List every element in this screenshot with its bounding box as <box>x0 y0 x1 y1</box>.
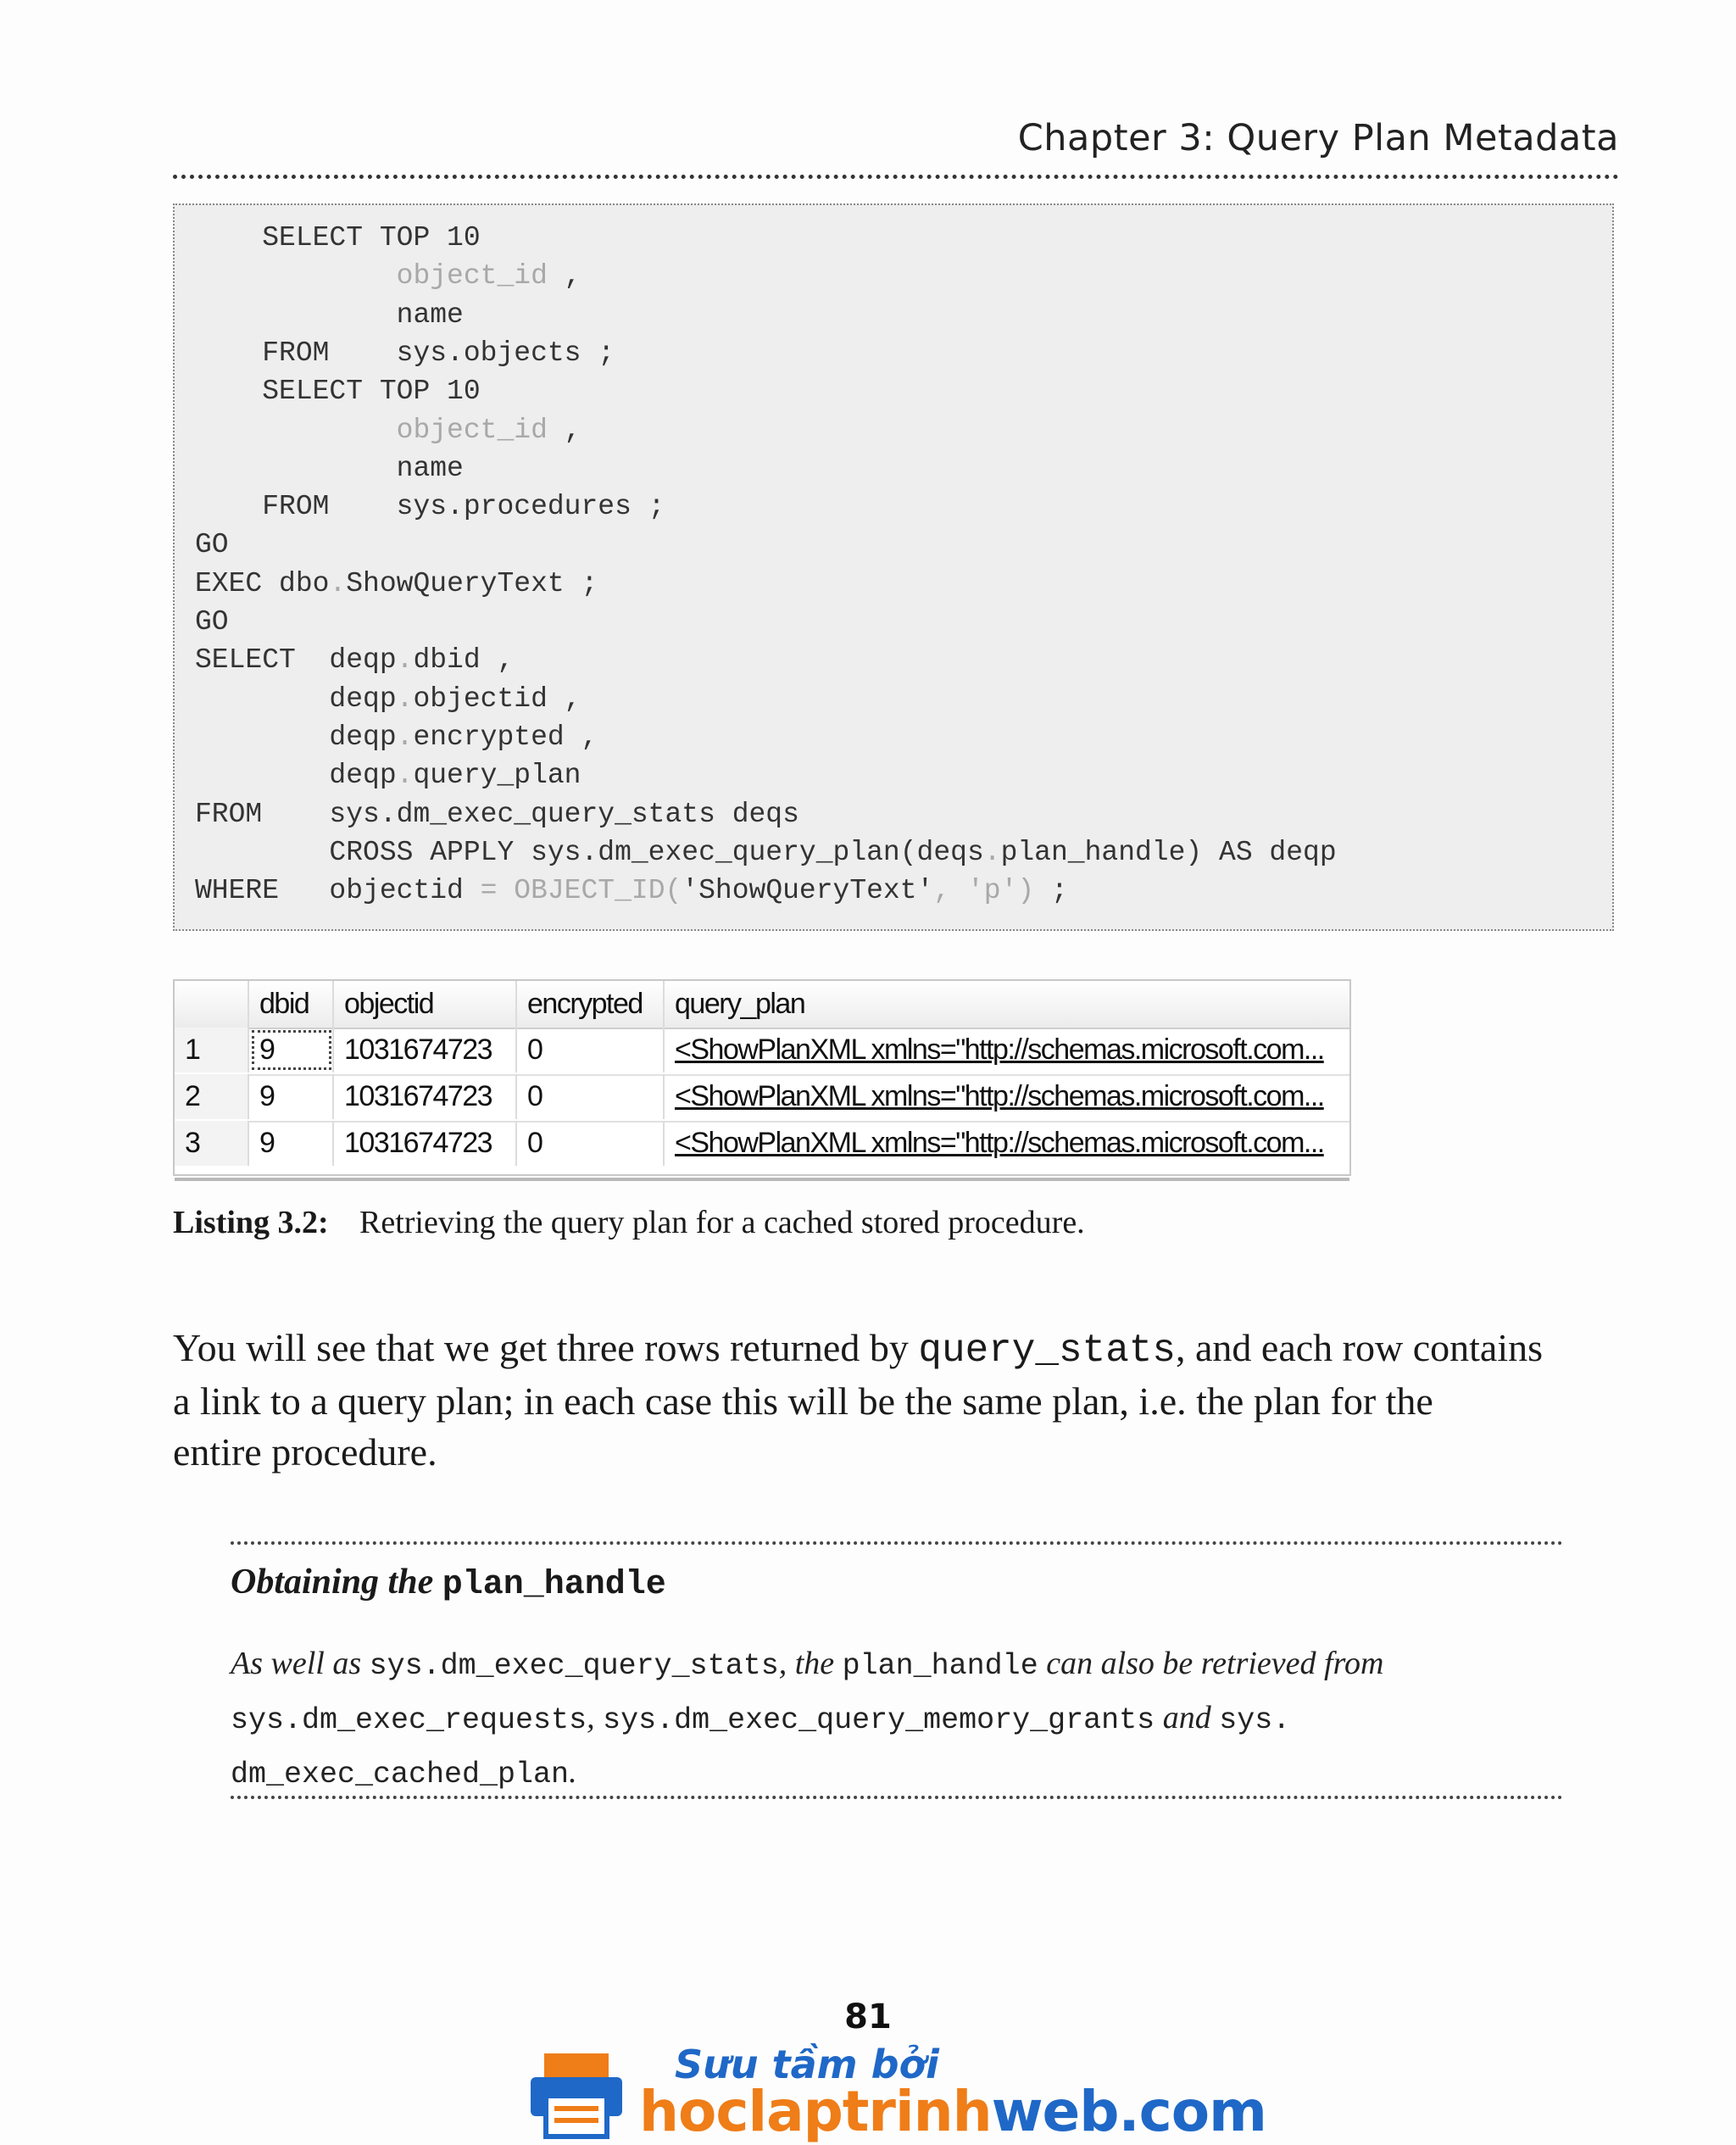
inline-code: sys.dm_exec_requests <box>231 1703 587 1737</box>
code-token: FROM sys.dm_exec_query_stats deqs <box>195 798 799 830</box>
row-number[interactable]: 3 <box>175 1121 249 1166</box>
code-token: name <box>195 298 464 331</box>
paragraph-line <box>173 1323 1580 1376</box>
code-line <box>195 833 1337 872</box>
watermark-site-part: web.com <box>991 2079 1266 2144</box>
encrypted-cell[interactable]: 0 <box>517 1028 665 1072</box>
code-line <box>195 257 581 295</box>
code-line <box>195 488 665 526</box>
note-line <box>231 1692 1553 1747</box>
code-line <box>195 756 581 794</box>
objectid-cell[interactable]: 1031674723 <box>334 1121 517 1166</box>
inline-code: sys. <box>1219 1703 1291 1737</box>
code-token: = OBJECT_ID( <box>480 875 682 907</box>
objectid-cell[interactable]: 1031674723 <box>334 1028 517 1072</box>
table-row <box>175 1028 1349 1076</box>
query-plan-link[interactable]: <ShowPlanXML xmlns="http://schemas.microsoft.com... <box>675 1127 1324 1159</box>
note-body <box>231 1638 1553 1801</box>
row-number[interactable]: 2 <box>175 1074 249 1119</box>
code-line <box>195 680 581 718</box>
code-token: deqp <box>195 721 397 753</box>
note-text: . <box>569 1754 577 1790</box>
objectid-cell[interactable]: 1031674723 <box>334 1074 517 1119</box>
note-rule-top <box>231 1541 1563 1545</box>
paragraph-text: , and each row contains <box>1176 1326 1544 1369</box>
code-token: ; <box>1034 875 1068 907</box>
code-line <box>195 795 799 833</box>
code-line <box>195 296 464 334</box>
code-token: object_id <box>195 414 548 446</box>
inline-code: query_stats <box>918 1329 1177 1373</box>
code-line <box>195 603 229 641</box>
results-grid <box>173 979 1351 1176</box>
code-token: ShowQueryText ; <box>346 567 598 599</box>
code-token: 'ShowQueryText' <box>682 875 934 907</box>
code-line <box>195 449 464 488</box>
dbid-cell[interactable]: 9 <box>249 1028 334 1072</box>
note-title-code: plan_handle <box>442 1566 666 1604</box>
code-line <box>195 334 615 372</box>
code-token: name <box>195 452 464 484</box>
code-token: . <box>396 721 414 753</box>
note-text: As well as <box>231 1646 370 1681</box>
paragraph-line: a link to a query plan; in each case this will be the same plan, i.e. the plan for the <box>173 1379 1433 1423</box>
query-plan-link[interactable]: <ShowPlanXML xmlns="http://schemas.microsoft.com... <box>675 1034 1324 1066</box>
row-number[interactable]: 1 <box>175 1028 249 1072</box>
code-line <box>195 372 481 410</box>
code-token: deqp <box>195 682 397 715</box>
paragraph-text: You will see that we get three rows returned by <box>173 1326 919 1369</box>
note-text: can also be retrieved from <box>1038 1646 1384 1681</box>
code-token: FROM sys.objects ; <box>195 337 615 369</box>
code-token: deqp <box>195 760 397 792</box>
code-token: . <box>396 644 414 677</box>
encrypted-cell[interactable]: 0 <box>517 1121 665 1166</box>
code-token: SELECT TOP 10 <box>195 222 481 254</box>
code-line <box>195 872 1068 910</box>
note-text: and <box>1155 1700 1220 1736</box>
table-row <box>175 1121 1349 1167</box>
note-text: , <box>587 1700 604 1736</box>
running-head: Chapter 3: Query Plan Metadata <box>1017 117 1619 159</box>
printer-logo-icon <box>526 2045 627 2145</box>
paragraph-line: entire procedure. <box>173 1430 437 1474</box>
code-token: CROSS APPLY sys.dm_exec_query_plan(deqs <box>195 836 984 868</box>
code-token: GO <box>195 529 229 561</box>
code-token: . <box>396 682 414 715</box>
results-grid-header <box>175 981 1349 1029</box>
note-line <box>231 1638 1553 1692</box>
table-row <box>175 1074 1349 1123</box>
code-token: objectid , <box>413 682 581 715</box>
dbid-cell[interactable]: 9 <box>249 1121 334 1166</box>
code-token: , <box>547 260 581 292</box>
caption-label: Listing 3.2: <box>173 1205 329 1240</box>
watermark-tagline: Sưu tầm bởi <box>675 2042 939 2087</box>
code-token: , 'p') <box>933 875 1035 907</box>
header-objectid[interactable]: objectid <box>334 981 517 1028</box>
body-paragraph <box>173 1323 1580 1478</box>
header-query-plan[interactable]: query_plan <box>675 988 805 1020</box>
inline-code: sys.dm_exec_query_memory_grants <box>603 1703 1155 1737</box>
watermark-site <box>639 2079 1266 2144</box>
grid-bottom-border <box>175 1178 1349 1181</box>
code-token: SELECT TOP 10 <box>195 376 481 408</box>
note-title-text: Obtaining the <box>231 1563 442 1602</box>
note-line <box>231 1747 1553 1801</box>
note-rule-bottom <box>231 1796 1563 1799</box>
header-rule <box>173 175 1619 179</box>
code-token: encrypted , <box>413 721 598 753</box>
code-listing <box>173 203 1614 931</box>
code-token: WHERE objectid <box>195 875 481 907</box>
code-token: GO <box>195 606 229 638</box>
page-number: 81 <box>844 1997 892 2036</box>
code-line <box>195 718 598 756</box>
code-line <box>195 411 581 449</box>
code-token: query_plan <box>413 760 581 792</box>
watermark-site-part: hoclaptrinh <box>639 2079 992 2144</box>
code-token: FROM sys.procedures ; <box>195 491 665 523</box>
code-token: dbid , <box>413 644 515 677</box>
code-token: plan_handle) AS deqp <box>1000 836 1337 868</box>
inline-code: dm_exec_cached_plan <box>231 1758 570 1791</box>
header-dbid[interactable]: dbid <box>249 981 334 1028</box>
code-token: , <box>547 414 581 446</box>
note-text: , the <box>778 1646 843 1681</box>
header-rownum <box>175 981 249 1028</box>
code-line <box>195 219 481 257</box>
caption-text: Retrieving the query plan for a cached stored procedure. <box>359 1205 1085 1240</box>
code-token: . <box>329 567 347 599</box>
query-plan-link[interactable]: <ShowPlanXML xmlns="http://schemas.microsoft.com... <box>675 1080 1324 1112</box>
inline-code: plan_handle <box>842 1649 1038 1683</box>
code-token: SELECT deqp <box>195 644 397 677</box>
code-token: . <box>396 760 414 792</box>
inline-code: sys.dm_exec_query_stats <box>369 1649 779 1683</box>
code-line <box>195 641 514 679</box>
watermark <box>526 2042 1266 2144</box>
code-token: . <box>983 836 1001 868</box>
listing-caption <box>173 1204 1085 1241</box>
code-line <box>195 565 598 603</box>
dbid-cell[interactable]: 9 <box>249 1074 334 1119</box>
encrypted-cell[interactable]: 0 <box>517 1074 665 1119</box>
code-token: object_id <box>195 260 548 292</box>
note-title <box>231 1562 666 1604</box>
code-line <box>195 526 229 564</box>
code-token: EXEC dbo <box>195 567 330 599</box>
header-encrypted[interactable]: encrypted <box>517 981 665 1028</box>
